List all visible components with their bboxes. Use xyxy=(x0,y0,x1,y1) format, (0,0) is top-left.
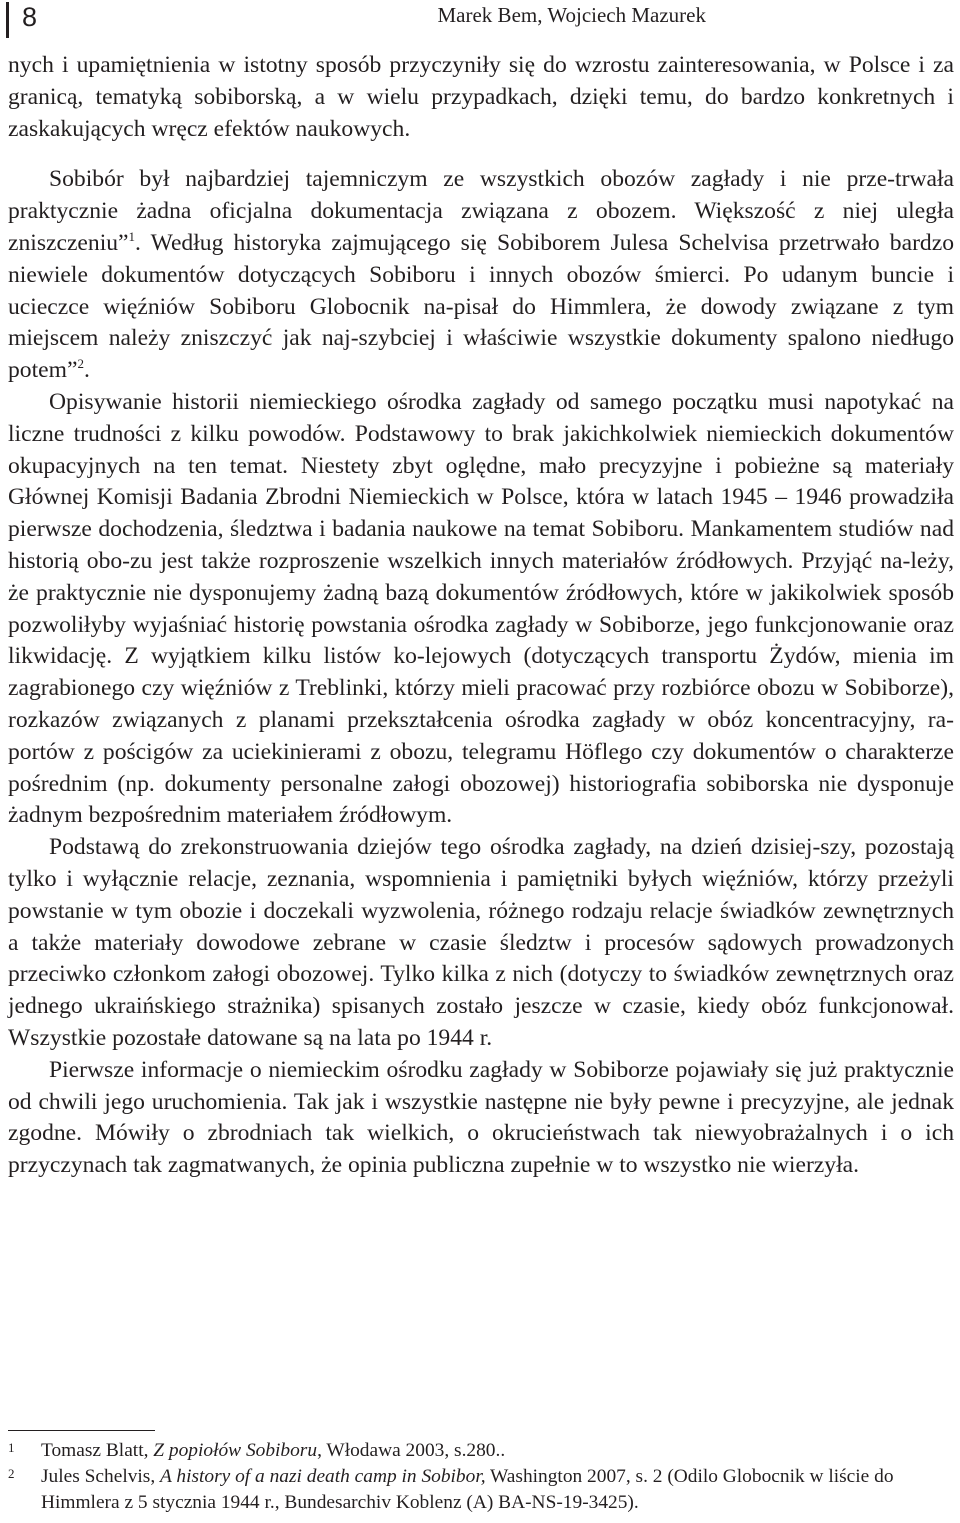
page-header xyxy=(0,0,960,44)
paragraph-2-text-b: . Według historyka zajmującego się Sobiborem Julesa Schelvisa przetrwało bardzo niewiele dokumentów dotyczących Sobiboru i innych obozów śmierci. Po udanym buncie i ucieczce więźniów Sobiboru Globocnik na-pisał do Himmlera, że dowody związane z tym miejscem należy zniszczyć jak naj-szybciej i właściwie wszystkie dokumenty spalono niedługo potem” xyxy=(8,229,954,384)
footnote-author: Jules Schelvis, xyxy=(41,1466,161,1487)
footnote-rest: Washington 2007, s. 2 (Odilo Globocnik w liście do Himmlera z 5 stycznia 1944 r., Bundesarchiv Koblenz (A) BA-NS-19-3425). xyxy=(41,1466,894,1513)
footnote-2 xyxy=(8,1464,956,1516)
paragraph-2-text-c: . xyxy=(83,357,90,384)
footnote-rest: , Włodawa 2003, s.280.. xyxy=(317,1440,506,1461)
page-number: 8 xyxy=(22,2,38,32)
footnote-1 xyxy=(8,1438,956,1464)
footnotes xyxy=(8,1438,956,1516)
footnote-title: Z popiołów Sobiboru xyxy=(153,1440,318,1461)
running-head: Marek Bem, Wojciech Mazurek xyxy=(437,3,706,27)
paragraph-2-text-a: Sobibór był najbardziej tajemniczym ze wszystkich obozów zagłady i nie prze-trwała praktycznie żadna oficjalna dokumentacja związana z obozem. Większość z niej uległa zniszczeniu” xyxy=(8,166,954,256)
paragraph-1: nych i upamiętnienia w istotny sposób przyczyniły się do wzrostu zainteresowania, w Polsce i za granicą, tematyką sobiborską, a w wielu przypadkach, dzięki temu, do bardzo konkretnych i zaskakujących wręcz efektów naukowych. xyxy=(8,52,954,142)
paragraph-3: Opisywanie historii niemieckiego ośrodka zagłady od samego początku musi napotykać na liczne trudności z kilku powodów. Podstawowy to brak jakichkolwiek niemieckich dokumentów okupacyjnych na ten temat. Niestety zbyt oględne, mało precyzyjne i pobieżne są materiały Głównej Komisji Badania Zbrodni Niemieckich w Polsce, która w latach 1945 – 1946 prowadziła pierwsze dochodzenia, śledztwa i badania naukowe na temat Sobiboru. Mankamentem studiów nad historią obo-zu jest także rozproszenie wszelkich innych materiałów źródłowych. Przyjąć na-leży, że praktycznie nie dysponujemy żadną bazą dokumentów źródłowych, które w jakikolwiek sposób pozwoliłyby wyjaśniać historię powstania ośrodka zagłady w Sobiborze, jego funkcjonowanie oraz likwidację. Z wyjątkiem kilku listów ko-lejowych (dotyczących transportu Żydów, mienia im zagrabionego czy więźniów z Treblinki, którzy mieli pracować przy rozbiórce obozu w Sobiborze), rozkazów związanych z planami przekształcenia ośrodka zagłady w obóz koncentracyjny, ra-portów z pościgów za uciekinierami z obozu, telegramu Höflego czy dokumentów o charakterze pośrednim (np. dokumenty personalne załogi obozowej) historiografia sobiborska nie dysponuje żadnym bezpośrednim materiałem źródłowym. xyxy=(8,388,954,829)
page-number-rule xyxy=(6,2,9,38)
footnote-title: A history of a nazi death camp in Sobibor, xyxy=(160,1466,486,1487)
paragraph-4: Podstawą do zrekonstruowania dziejów tego ośrodka zagłady, na dzień dzisiej-szy, pozostają tylko i wyłącznie relacje, zeznania, wspomnienia i pamiętniki byłych więźniów, którzy przeżyli powstanie w tym obozie i doczekali wyzwolenia, różnego rodzaju relacje świadków zewnętrznych a także materiały dowodowe zebrane w czasie śledztw i procesów sądowych prowadzonych przeciwko członkom załogi obozowej. Tylko kilka z nich (dotyczy to świadków zewnętrznych oraz jednego ukraińskiego strażnika) spisanych zostało jeszcze w czasie, kiedy obóz funkcjonował. Wszystkie pozostałe datowane są na lata po 1944 r. xyxy=(8,834,954,1051)
footnote-ref-2: 2 xyxy=(77,356,84,372)
footnote-author: Tomasz Blatt, xyxy=(41,1440,154,1461)
footnote-ref-1: 1 xyxy=(128,228,136,244)
footnote-number: 1 xyxy=(8,1440,15,1455)
paragraph-5: Pierwsze informacje o niemieckim ośrodku zagłady w Sobiborze pojawiały się już praktycznie od chwili jego uruchomienia. Tak jak i wszystkie następne nie były pewne i precyzyjne, ale jednak zgodne. Mówiły o zbrodniach tak wielkich, o okrucieństwach tak niewyobrażalnych i o ich przyczynach tak zagmatwanych, że opinia publiczna zupełnie w to wszystko nie wierzyła. xyxy=(8,1056,954,1179)
paragraph-2 xyxy=(8,164,954,387)
body-text xyxy=(8,50,954,1182)
footnote-number: 2 xyxy=(8,1466,15,1481)
footnote-separator xyxy=(8,1430,155,1431)
